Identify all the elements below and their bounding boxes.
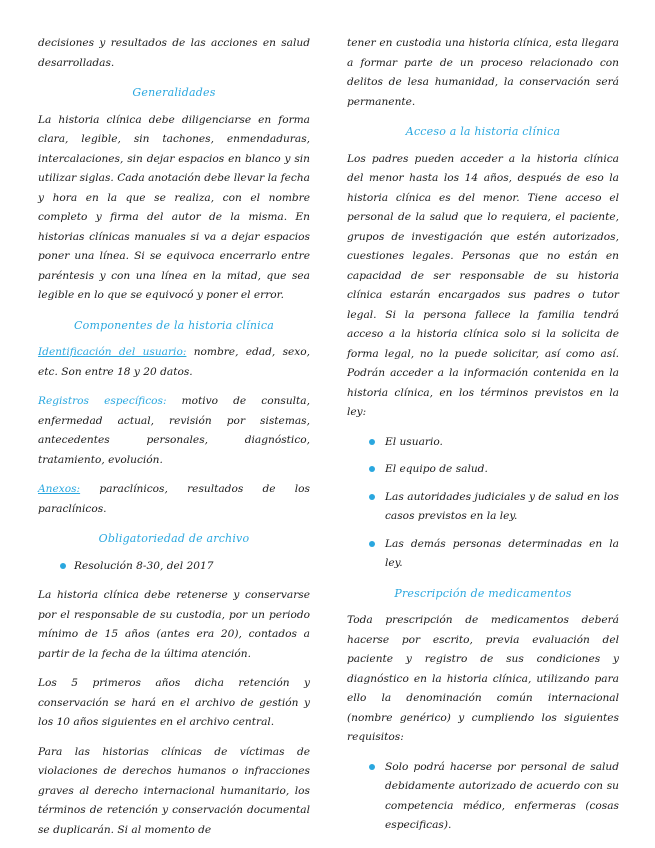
right-column: [347, 34, 619, 848]
paragraph-retencion: La historia clínica debe retenerse y conservarse por el responsable de su custodia, por un periodo mínimo de 15 años (antes era 20), contados a partir de la fecha de la última atención.: [38, 589, 310, 660]
list-item: [369, 488, 619, 527]
list-acceso: [347, 433, 619, 574]
bullet-dot-icon: [369, 764, 375, 770]
bullet-dot-icon: [60, 563, 66, 569]
list-item: [369, 535, 619, 574]
heading-componentes: Componentes de la historia clínica: [74, 318, 274, 332]
heading-prescripcion: Prescripción de medicamentos: [394, 586, 572, 600]
list-item-text: El equipo de salud.: [385, 463, 488, 475]
paragraph-identificacion: [38, 343, 310, 382]
left-column: [38, 34, 310, 848]
label-identificacion: Identificación del usuario:: [38, 346, 187, 358]
label-registros: Registros específicos:: [38, 395, 167, 407]
list-item-text: Resolución 8-30, del 2017: [74, 559, 214, 572]
paragraph-victimas: Para las historias clínicas de víctimas de violaciones de derechos humanos o infracciones graves al derecho internacional humanitario, los términos de retención y conservación documental se duplicarán. Si al momento de: [38, 745, 310, 836]
list-obligatoriedad: [38, 557, 310, 577]
list-prescripcion: [347, 758, 619, 836]
text-identificacion: nombre, edad, sexo, etc. Son entre 18 y 20 datos.: [38, 346, 311, 378]
bullet-dot-icon: [369, 439, 375, 445]
list-item-text: Las demás personas determinadas en la ley.: [385, 537, 619, 569]
list-item-text: Las autoridades judiciales y de salud en los casos previstos en la ley.: [385, 490, 619, 522]
list-item: [369, 433, 619, 453]
paragraph-continuacion: tener en custodia una historia clínica, esta llegara a formar parte de un proceso relacionado con delitos de lesa humanidad, la conservación será permanente.: [347, 37, 619, 108]
bullet-dot-icon: [369, 466, 375, 472]
list-item-text: Solo podrá hacerse por personal de salud debidamente autorizado de acuerdo con su competencia médico, enfermeras (cosas especificas).: [385, 760, 619, 831]
paragraph-anexos: [38, 480, 310, 519]
intro-paragraph: decisiones y resultados de las acciones en salud desarrolladas.: [38, 37, 310, 69]
text-registros: motivo de consulta, enfermedad actual, revisión por sistemas, antecedentes personales, diagnóstico, tratamiento, evolución.: [38, 395, 310, 466]
label-anexos: Anexos:: [38, 483, 81, 495]
heading-acceso: Acceso a la historia clínica: [405, 125, 561, 138]
list-item: [369, 460, 619, 480]
paragraph-registros: [38, 392, 310, 470]
paragraph-generalidades: La historia clínica debe diligenciarse en forma clara, legible, sin tachones, enmendaduras, intercalaciones, sin dejar espacios en blanco y sin utilizar siglas. Cada anotación debe llevar la fecha y hora en la que se realiza, con el nombre completo y firma del autor de la misma. En historias clínicas manuales si va a dejar espacios poner una línea. Si se equivoca encerrarlo entre paréntesis y con una línea en la mitad, que sea legible en lo que se equivocó y poner el error.: [38, 113, 310, 301]
paragraph-acceso: Los padres pueden acceder a la historia clínica del menor hasta los 14 años, después de eso la historia clínica es del menor. Tiene acceso el personal de la salud que lo requiera, el paciente, grupos de investigación que estén autorizados, cuestiones legales. Personas que no están en capacidad de ser responsable de su historia clínica estarán encargados sus padres o tutor legal. Si la persona fallece la familia tendrá acceso a la historia clínica solo si la solicita de forma legal, no la puede solicitar, así como así. Podrán acceder a la información contenida en la historia clínica, en los términos previstos en la ley:: [347, 152, 619, 418]
paragraph-prescripcion: Toda prescripción de medicamentos deberá hacerse por escrito, previa evaluación del paciente y registro de sus condiciones y diagnóstico en la historia clínica, utilizando para ello la denominación común internacional (nombre genérico) y cumpliendo los siguientes requisitos:: [347, 614, 619, 743]
heading-obligatoriedad: Obligatoriedad de archivo: [98, 532, 250, 545]
paragraph-cinco-anos: Los 5 primeros años dicha retención y conservación se hará en el archivo de gestión y los 10 años siguientes en el archivo central.: [38, 677, 310, 728]
list-item: [60, 557, 310, 577]
bullet-dot-icon: [369, 541, 375, 547]
bullet-dot-icon: [369, 494, 375, 500]
text-anexos: paraclínicos, resultados de los paraclínicos.: [38, 483, 310, 515]
heading-generalidades: Generalidades: [132, 86, 216, 99]
list-item-text: El usuario.: [385, 435, 443, 448]
list-item: [369, 758, 619, 836]
